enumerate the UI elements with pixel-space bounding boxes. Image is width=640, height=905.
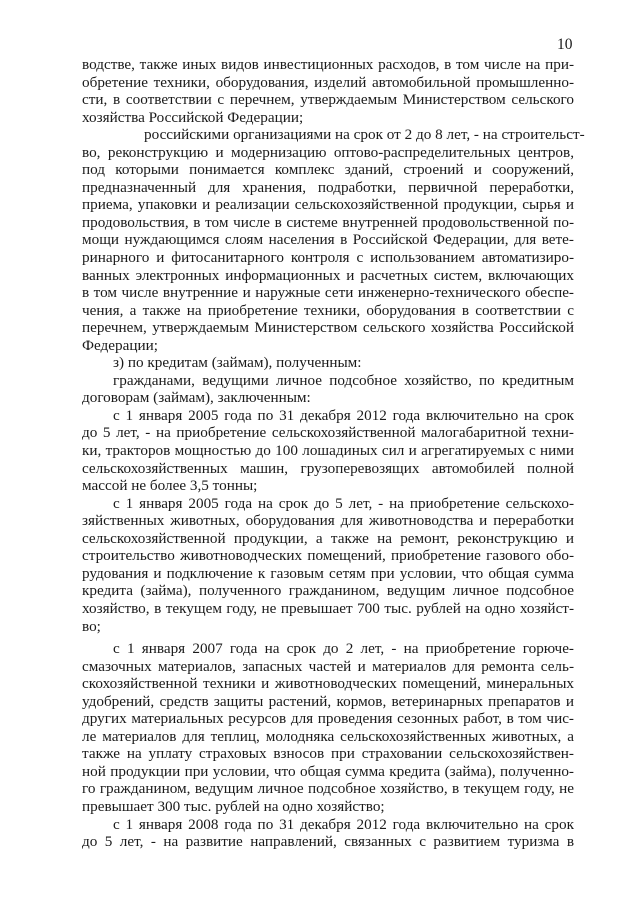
text-line: ной продукции при условии, что общая сумма кредита (займа), полученно-: [82, 762, 574, 780]
text-line: превышает 300 тыс. рублей на одно хозяйство;: [82, 797, 385, 815]
text-line: зяйственных животных, оборудования для животноводства и переработки: [82, 512, 574, 530]
text-line: массой не более 3,5 тонны;: [82, 477, 258, 495]
page-number: 10: [557, 36, 573, 53]
text-line: под которыми понимается комплекс зданий, строений и сооружений,: [82, 161, 574, 179]
text-line: сти, в соответствии с перечнем, утверждаемым Министерством сельского: [82, 91, 574, 109]
text-line: кредита (займа), полученного гражданином, ведущим личное подсобное: [82, 582, 574, 600]
document-body: [82, 56, 585, 851]
paragraph: [82, 126, 585, 354]
text-line: го гражданином, ведущим личное подсобное хозяйство, в текущем году, не: [82, 780, 574, 798]
text-line: договорам (займам), заключенным:: [82, 389, 311, 407]
text-line: сельскохозяйственной продукции, а также на ремонт, реконструкцию и: [82, 529, 574, 547]
text-line: ринарного и фитосанитарного контроля с использованием автоматизиро-: [82, 249, 574, 267]
text-line: других материальных ресурсов для проведения сезонных работ, в том чис-: [82, 710, 574, 728]
paragraph: [82, 354, 574, 372]
paragraph: [82, 372, 574, 407]
text-line: сельскохозяйственных машин, грузоперевозящих автомобилей полной: [82, 459, 574, 477]
text-line: рудования и подключение к газовым сетям при условии, что общая сумма: [82, 564, 574, 582]
text-line: ле материалов для теплиц, молодняка сельскохозяйственных животных, а: [82, 727, 574, 745]
text-line: хозяйство, в текущем году, не превышает 700 тыс. рублей на одно хозяйст-: [82, 599, 574, 617]
text-line: з) по кредитам (займам), полученным:: [113, 354, 362, 372]
text-line: с 1 января 2008 года по 31 декабря 2012 года включительно на срок: [113, 815, 574, 833]
text-line: удобрений, средств защиты растений, кормов, ветеринарных препаратов и: [82, 692, 574, 710]
text-line: приема, упаковки и реализации сельскохозяйственной продукции, сырья и: [82, 196, 574, 214]
text-line: скохозяйственной техники и животноводческих помещений, минеральных: [82, 675, 574, 693]
paragraph: [82, 495, 574, 635]
text-line: ванных электронных информационных и расчетных систем, включающих: [82, 266, 574, 284]
text-line: предназначенный для хранения, подработки, первичной переработки,: [82, 178, 574, 196]
text-line: также на уплату страховых взносов при страховании сельскохозяйствен-: [82, 745, 574, 763]
paragraph: [82, 640, 574, 815]
text-line: гражданами, ведущими личное подсобное хозяйство, по кредитным: [113, 371, 574, 389]
text-line: строительство животноводческих помещений, приобретение газового обо-: [82, 547, 574, 565]
text-line: смазочных материалов, запасных частей и материалов для ремонта сель-: [82, 657, 574, 675]
text-line: перечнем, утверждаемым Министерством сельского хозяйства Российской: [82, 319, 574, 337]
text-line: до 5 лет, - на развитие направлений, связанных с развитием туризма в: [82, 833, 574, 851]
text-line: российскими организациями на срок от 2 до 8 лет, - на строительст-: [144, 126, 585, 144]
text-line: до 5 лет, - на приобретение сельскохозяйственной малогабаритной техни-: [82, 424, 574, 442]
text-line: во;: [82, 617, 101, 635]
text-line: хозяйства Российской Федерации;: [82, 108, 304, 126]
text-line: Федерации;: [82, 336, 158, 354]
text-line: продовольствия, в том числе в системе внутренней продовольственной по-: [82, 213, 574, 231]
text-line: обретение техники, оборудования, изделий автомобильной промышленно-: [82, 73, 574, 91]
text-line: мощи нуждающимся слоям населения в Российской Федерации, для вете-: [82, 231, 574, 249]
paragraph: [82, 816, 574, 851]
text-line: с 1 января 2007 года на срок до 2 лет, - на приобретение горюче-: [113, 640, 574, 658]
text-line: во, реконструкцию и модернизацию оптово-распределительных центров,: [82, 143, 574, 161]
text-line: с 1 января 2005 года по 31 декабря 2012 года включительно на срок: [113, 406, 574, 424]
paragraph: [82, 407, 574, 495]
text-line: с 1 января 2005 года на срок до 5 лет, - на приобретение сельскохо-: [113, 494, 574, 512]
paragraph: [82, 56, 574, 126]
text-line: в том числе внутренние и наружные сети инженерно-технического обеспе-: [82, 284, 574, 302]
text-line: чения, а также на приобретение техники, оборудования в соответствии с: [82, 301, 574, 319]
text-line: ки, тракторов мощностью до 100 лошадиных сил и агрегатируемых с ними: [82, 442, 574, 460]
text-line: водстве, также иных видов инвестиционных расходов, в том числе на при-: [82, 56, 574, 73]
